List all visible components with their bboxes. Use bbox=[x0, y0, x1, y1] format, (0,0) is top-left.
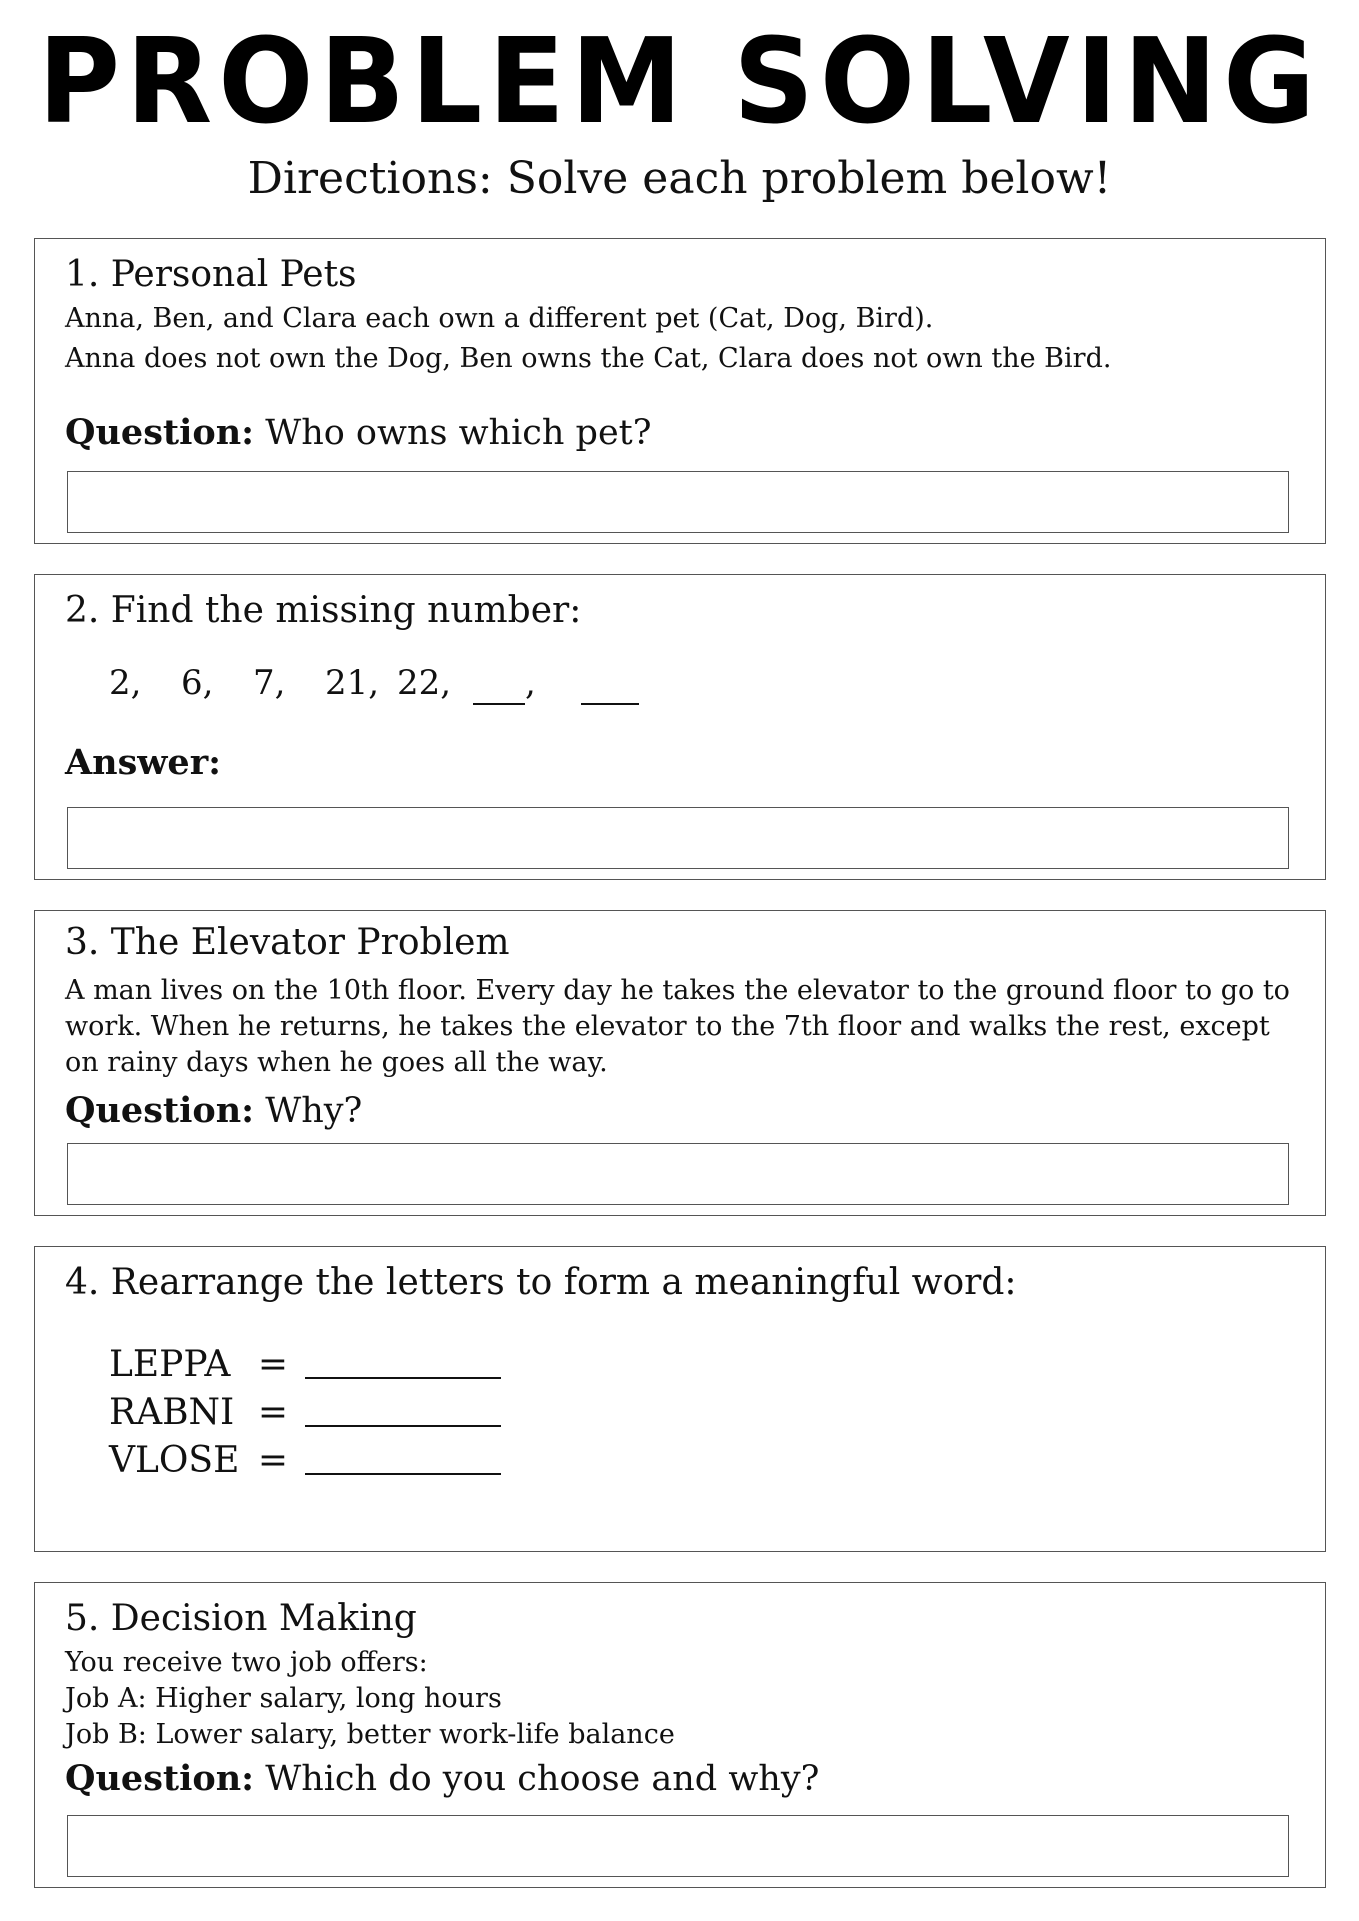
problem-4-title: 4. Rearrange the letters to form a meaningful word: bbox=[65, 1262, 1017, 1303]
problem-2-card bbox=[34, 574, 1326, 880]
problem-5-line-1: You receive two job offers: bbox=[65, 1647, 428, 1678]
problem-3-paragraph: A man lives on the 10th floor. Every day he takes the elevator to the ground floor to go to work. When he returns, he takes the elevator to the 7th floor and walks the rest, except on rainy days when he goes all the way. bbox=[65, 975, 1290, 1078]
problem-5-answer-input[interactable] bbox=[67, 1815, 1289, 1877]
sequence-number: 21, bbox=[325, 663, 380, 703]
problem-1-line-2: Anna does not own the Dog, Ben owns the Cat, Clara does not own the Bird. bbox=[65, 343, 1112, 374]
problem-1-line-1: Anna, Ben, and Clara each own a different pet (Cat, Dog, Bird). bbox=[65, 303, 934, 334]
scrambled-word: VLOSE bbox=[109, 1440, 240, 1481]
question-label: Question: bbox=[65, 1090, 255, 1131]
word-answer-blank[interactable] bbox=[305, 1439, 501, 1475]
equals-sign: = bbox=[257, 1440, 289, 1481]
word-answer-blank[interactable] bbox=[305, 1343, 501, 1379]
question-text: Which do you choose and why? bbox=[254, 1759, 820, 1799]
problem-3-card bbox=[34, 910, 1326, 1216]
question-label: Question: bbox=[65, 1758, 255, 1799]
scrambled-word: LEPPA bbox=[109, 1344, 231, 1385]
problem-3-question bbox=[65, 1089, 362, 1133]
sequence-number: 2, bbox=[109, 663, 142, 703]
equals-sign: = bbox=[257, 1392, 289, 1433]
scrambled-word: RABNI bbox=[109, 1392, 235, 1433]
directions: Directions: Solve each problem below! bbox=[247, 153, 1112, 204]
problem-3-answer-input[interactable] bbox=[67, 1143, 1289, 1205]
question-text: Who owns which pet? bbox=[254, 413, 652, 453]
problem-5-line-3: Job B: Lower salary, better work-life balance bbox=[65, 1719, 675, 1750]
problem-1-card bbox=[34, 238, 1326, 544]
scramble-row bbox=[109, 1343, 501, 1387]
problem-5-title: 5. Decision Making bbox=[65, 1598, 417, 1639]
problem-5-line-2: Job A: Higher salary, long hours bbox=[65, 1683, 502, 1714]
scramble-row bbox=[109, 1439, 501, 1483]
problem-2-answer-label: Answer: bbox=[65, 742, 222, 783]
number-sequence bbox=[109, 661, 639, 705]
sequence-number: 22, bbox=[397, 663, 452, 703]
word-answer-blank[interactable] bbox=[305, 1391, 501, 1427]
problem-5-card bbox=[34, 1582, 1326, 1888]
problem-2-title: 2. Find the missing number: bbox=[65, 590, 582, 631]
problem-2-answer-input[interactable] bbox=[67, 807, 1289, 869]
problem-5-question bbox=[65, 1757, 819, 1801]
problem-3-title: 3. The Elevator Problem bbox=[65, 922, 510, 963]
sequence-blank-1[interactable]: , bbox=[473, 661, 581, 705]
sequence-number: 7, bbox=[253, 663, 286, 703]
question-label: Question: bbox=[65, 412, 255, 453]
sequence-number: 6, bbox=[181, 663, 214, 703]
equals-sign: = bbox=[257, 1344, 289, 1385]
page-title: PROBLEM SOLVING bbox=[37, 13, 1322, 151]
problem-4-card bbox=[34, 1246, 1326, 1552]
problem-1-title: 1. Personal Pets bbox=[65, 254, 357, 295]
sequence-blank-2[interactable] bbox=[581, 661, 639, 705]
question-text: Why? bbox=[254, 1091, 363, 1131]
scramble-row bbox=[109, 1391, 501, 1435]
problem-1-question bbox=[65, 411, 652, 455]
problem-1-answer-input[interactable] bbox=[67, 471, 1289, 533]
